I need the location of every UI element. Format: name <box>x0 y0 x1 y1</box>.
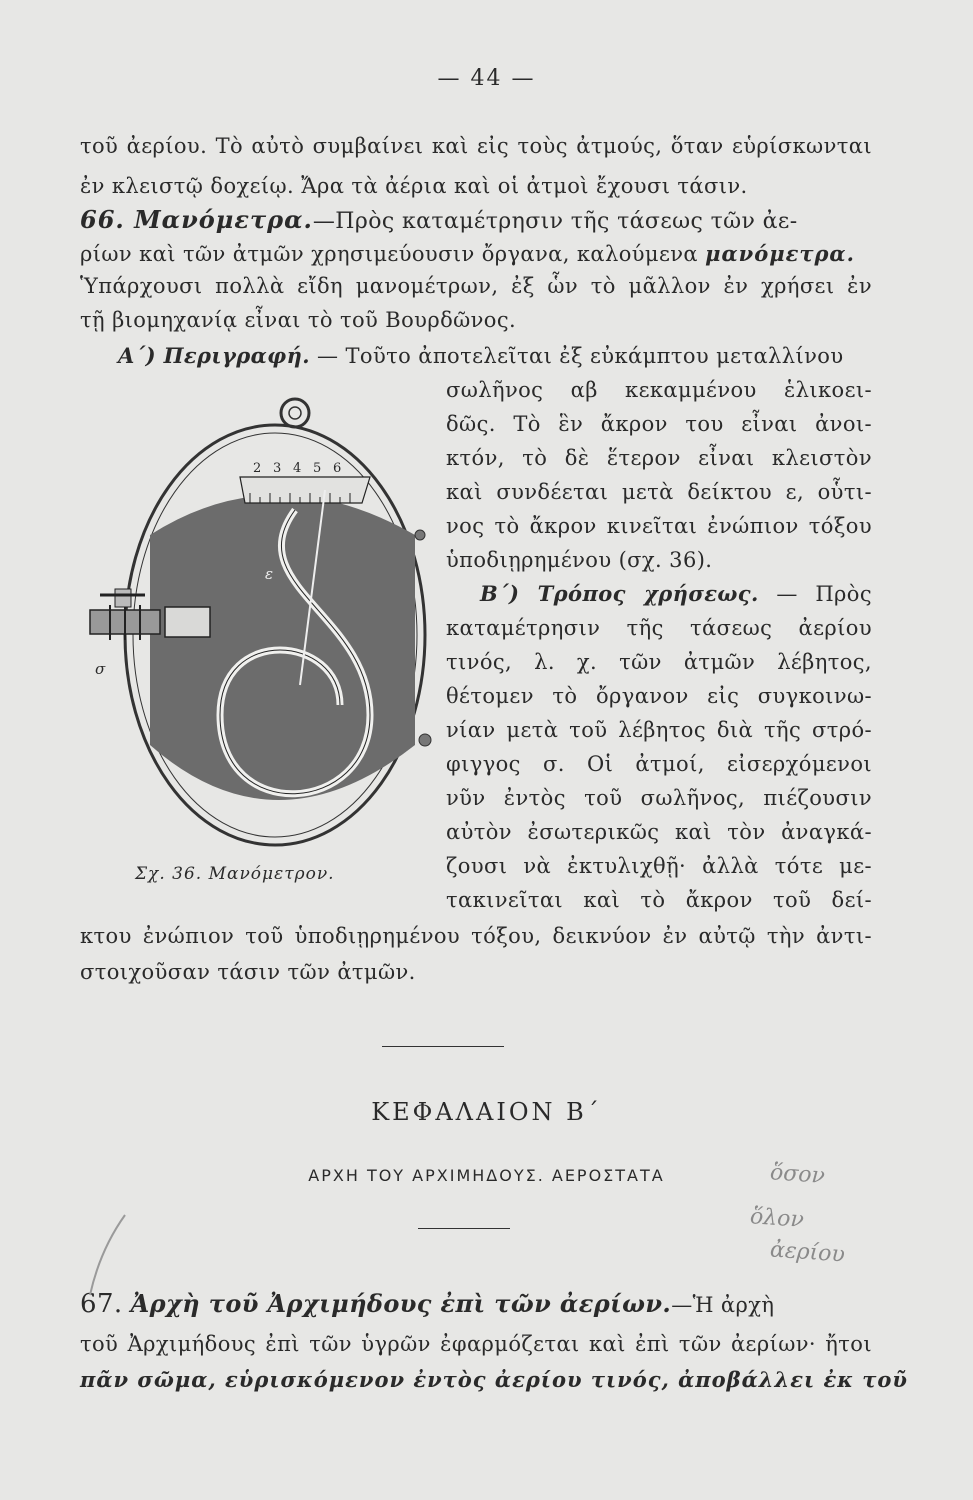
pointer-letter: ε <box>265 565 274 583</box>
text-line: καταμέτρησιν τῆς τάσεως ἀερίου <box>446 616 872 640</box>
pencil-note: ὅλον <box>749 1204 805 1233</box>
subsection-a-line <box>118 342 872 370</box>
text-line: ὑποδιῃρημένου (σχ. 36). <box>446 548 713 572</box>
divider <box>418 1228 510 1229</box>
text-line: αὐτὸν ἐσωτερικῶς καὶ τὸν ἀναγκά- <box>446 820 872 844</box>
text-line: κτόν, τὸ δὲ ἕτερον εἶναι κλειστὸν <box>446 446 872 470</box>
text-run: —Πρὸς καταμέτρησιν τῆς τάσεως τῶν ἀε- <box>312 209 798 234</box>
text-line: τινός, λ. χ. τῶν ἀτμῶν λέβητος, <box>446 650 872 674</box>
subsection-b-heading: Β΄) Τρόπος χρήσεως. <box>480 581 759 606</box>
scale-label: 3 <box>273 461 282 476</box>
text-run: ρίων καὶ τῶν ἀτμῶν χρησιμεύουσιν ὄργανα, καλούμενα <box>80 242 699 266</box>
text-line: δῶς. Τὸ ἓν ἄκρον του εἶναι ἀνοι- <box>446 412 872 436</box>
text-run: — Πρὸς <box>776 582 873 606</box>
text-run: — Τοῦτο ἀποτελεῖται ἐξ εὐκάμπτου μεταλλίνου <box>317 344 844 368</box>
pencil-note: ἀερίου <box>769 1237 846 1268</box>
section-67-number: 67. <box>80 1289 123 1319</box>
text-line: κτου ἐνώπιον τοῦ ὑποδιῃρημένου τόξου, δεικνύον ἐν αὐτῷ τὴν ἀντι- <box>80 924 872 948</box>
text-line: καὶ συνδέεται μετὰ δείκτου ε, οὗτι- <box>446 480 872 504</box>
scale-label: 6 <box>333 461 342 476</box>
text-line: ἐν κλειστῷ δοχείῳ. Ἄρα τὰ ἀέρια καὶ οἱ ἀτμοὶ ἔχουσι τάσιν. <box>80 174 748 198</box>
text-line: θέτομεν τὸ ὄργανον εἰς συγκοινω- <box>446 684 872 708</box>
section-66-heading: 66. Μανόμετρα. <box>80 205 313 234</box>
subsection-a-heading: Α΄) Περιγραφή. <box>118 343 310 368</box>
text-line: νίαν μετὰ τοῦ λέβητος διὰ τῆς στρό- <box>446 718 872 742</box>
text-line: τοῦ ἀερίου. Τὸ αὐτὸ συμβαίνει καὶ εἰς τοὺς ἀτμούς, ὅταν εὑρίσκωνται <box>80 134 872 158</box>
text-run: —Ἡ ἀρχὴ <box>671 1293 775 1317</box>
chapter-subtitle: ΑΡΧΗ ΤΟΥ ΑΡΧΙΜΗΔΟΥΣ. ΑΕΡΟΣΤΑΤΑ <box>308 1166 665 1185</box>
text-line: στοιχοῦσαν τάσιν τῶν ἀτμῶν. <box>80 960 416 984</box>
text-line: τοῦ Ἀρχιμήδους ἐπὶ τῶν ὑγρῶν ἐφαρμόζεται καὶ ἐπὶ τῶν ἀερίων· ἤτοι <box>80 1332 872 1356</box>
scale-label: 5 <box>313 461 322 476</box>
text-line <box>80 240 872 268</box>
divider <box>382 1046 504 1047</box>
text-line: Ὑπάρχουσι πολλὰ εἴδη μανομέτρων, ἐξ ὧν τὸ μᾶλλον ἐν χρήσει ἐν <box>80 274 872 298</box>
manometer-illustration <box>70 385 440 855</box>
section-67-line <box>80 1288 872 1321</box>
text-line: τῇ βιομηχανίᾳ εἶναι τὸ τοῦ Βουρδῶνος. <box>80 308 517 332</box>
text-line: νῦν ἐντὸς τοῦ σωλῆνος, πιέζουσιν <box>446 786 872 810</box>
scale-label: 2 <box>253 461 262 476</box>
section-67-heading: Ἀρχὴ τοῦ Ἀρχιμήδους ἐπὶ τῶν ἀερίων. <box>130 1289 672 1318</box>
tap-letter: σ <box>95 660 106 678</box>
scale-label: 4 <box>293 461 302 476</box>
pencil-note: ὅσον <box>769 1160 826 1189</box>
text-line: νος τὸ ἄκρον κινεῖται ἐνώπιον τόξου <box>446 514 872 538</box>
emphasis-line: πᾶν σῶμα, εὑρισκόμενον ἐντὸς ἀερίου τινός, ἀποβάλλει ἐκ τοῦ <box>80 1367 908 1392</box>
pencil-stroke <box>80 1210 140 1300</box>
text-line: σωλῆνος αβ κεκαμμένου ἑλικοει- <box>446 378 872 402</box>
text-line: ζουσι νὰ ἐκτυλιχθῇ· ἀλλὰ τότε με- <box>446 854 872 878</box>
figure-caption: Σχ. 36. Μανόμετρον. <box>135 864 335 884</box>
page-number: — 44 — <box>437 66 536 91</box>
text-line: τακινεῖται καὶ τὸ ἄκρον τοῦ δεί- <box>446 888 872 912</box>
section-66-line <box>80 206 872 236</box>
emphasis-term: μανόμετρα. <box>705 241 855 266</box>
text-line: φιγγος σ. Οἱ ἀτμοί, εἰσερχόμενοι <box>446 752 872 776</box>
chapter-title: ΚΕΦΑΛΑΙΟΝ Β΄ <box>371 1098 602 1126</box>
subsection-b-line <box>480 580 872 608</box>
